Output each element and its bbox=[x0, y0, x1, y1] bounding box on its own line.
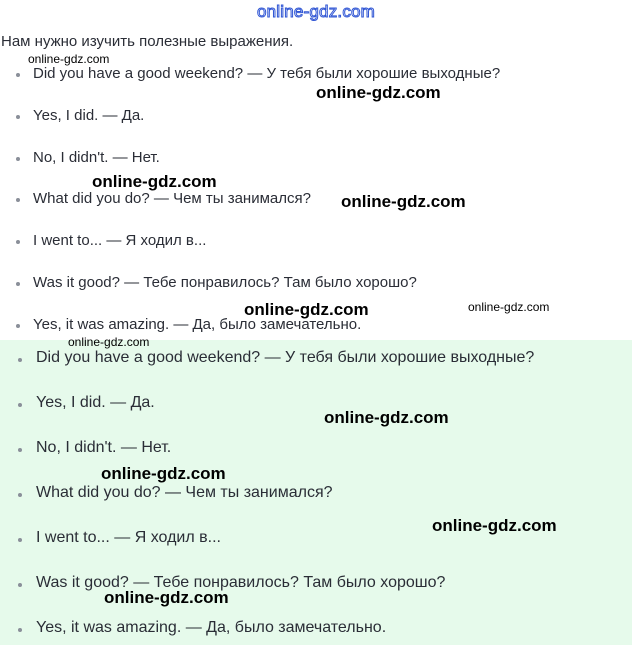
bullet-icon bbox=[16, 73, 20, 77]
watermark-text: online-gdz.com bbox=[104, 588, 229, 607]
watermark-text: online-gdz.com bbox=[244, 300, 369, 319]
bullet-icon bbox=[16, 157, 20, 161]
bullet-icon bbox=[18, 493, 22, 497]
watermark-text: online-gdz.com bbox=[92, 172, 217, 191]
bullet-icon bbox=[16, 198, 20, 202]
intro-text: Нам нужно изучить полезные выражения. bbox=[1, 33, 294, 50]
bullet-icon bbox=[16, 324, 20, 328]
watermark-text: online-gdz.com bbox=[324, 408, 449, 427]
bullet-icon bbox=[16, 115, 20, 119]
site-logo: online-gdz.com bbox=[256, 2, 376, 21]
watermark-text: online-gdz.com bbox=[432, 516, 557, 535]
watermark-text: online-gdz.com bbox=[316, 83, 441, 102]
watermark-text: online-gdz.com bbox=[468, 300, 550, 314]
bullet-icon bbox=[18, 448, 22, 452]
bullet-icon bbox=[18, 403, 22, 407]
watermark-text: online-gdz.com bbox=[101, 464, 226, 483]
watermark-text: online-gdz.com bbox=[28, 52, 110, 66]
bullet-icon bbox=[18, 538, 22, 542]
bullet-icon bbox=[18, 583, 22, 587]
green-phrase-panel: Did you have a good weekend? — У тебя были хорошие выходные? Yes, I did. — Да. No, I didn't. — Нет. What did you do? — Чем ты занимался? I went to... — Я ходил в... Was it good? — Тебе понравилось? Там было хорошо? Yes, it was amazing. — Да, было замечательно. bbox=[0, 340, 632, 645]
watermark-text: online-gdz.com bbox=[68, 335, 150, 349]
bullet-icon bbox=[16, 240, 20, 244]
watermark-text: online-gdz.com bbox=[341, 192, 466, 211]
bullet-icon bbox=[18, 358, 22, 362]
bullet-icon bbox=[18, 628, 22, 632]
bullet-icon bbox=[16, 282, 20, 286]
